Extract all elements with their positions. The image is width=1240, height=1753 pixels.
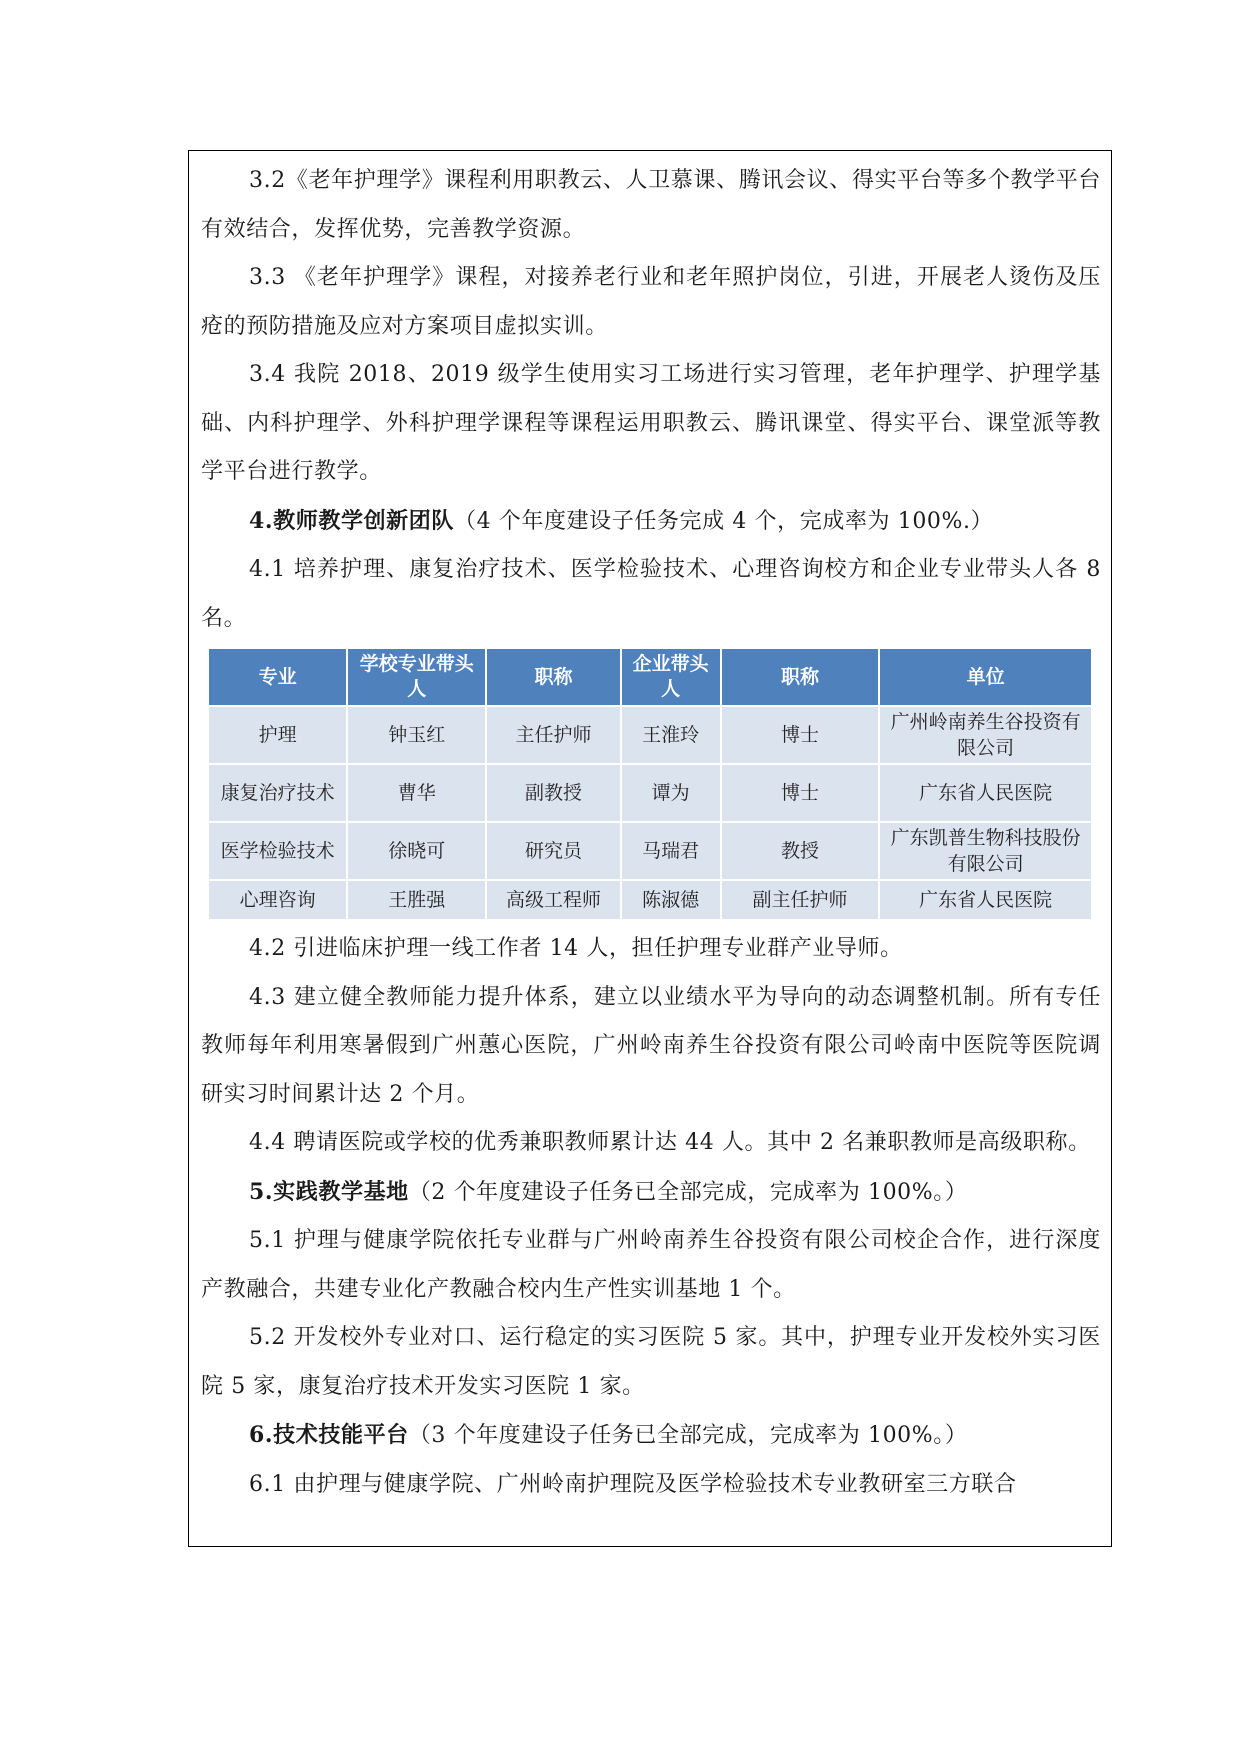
table-cell: 研究员 xyxy=(487,823,619,879)
table-cell: 教授 xyxy=(722,823,879,879)
header-school-leader: 学校专业带头人 xyxy=(348,649,485,705)
section-6-note: （3 个年度建设子任务已全部完成，完成率为 100%。） xyxy=(408,1423,968,1448)
table-row xyxy=(209,765,1091,821)
document-body xyxy=(201,157,1101,1509)
table-cell: 徐晓可 xyxy=(348,823,485,879)
section-4-note: （4 个年度建设子任务完成 4 个，完成率为 100%.） xyxy=(453,508,994,534)
section-6-heading xyxy=(201,1411,1101,1461)
paragraph-4-1: 4.1 培养护理、康复治疗技术、医学检验技术、心理咨询校方和企业专业带头人各 8 名。 xyxy=(201,557,1101,631)
table-cell: 康复治疗技术 xyxy=(209,765,346,821)
table-cell: 广东省人民医院 xyxy=(880,881,1091,919)
table-cell: 陈淑德 xyxy=(622,881,720,919)
paragraph-5-1: 5.1 护理与健康学院依托专业群与广州岭南养生谷投资有限公司校企合作，进行深度产教融合，共建专业化产教融合校内生产性实训基地 1 个。 xyxy=(201,1228,1101,1302)
section-6-title: 6.技术技能平台 xyxy=(249,1422,409,1448)
table-cell: 王淮玲 xyxy=(622,707,720,763)
header-title: 职称 xyxy=(487,649,619,705)
paragraph-4-2: 4.2 引进临床护理一线工作者 14 人，担任护理专业群产业导师。 xyxy=(249,936,903,961)
table-cell: 副教授 xyxy=(487,765,619,821)
paragraph-6-1: 6.1 由护理与健康学院、广州岭南护理院及医学检验技术专业教研室三方联合 xyxy=(249,1471,1017,1497)
table-cell: 广东省人民医院 xyxy=(880,765,1091,821)
paragraph-3-2: 3.2《老年护理学》课程利用职教云、人卫慕课、腾讯会议、得实平台等多个教学平台有效结合，发挥优势，完善教学资源。 xyxy=(201,168,1101,242)
table-cell: 副主任护师 xyxy=(722,881,879,919)
section-4-heading xyxy=(201,497,1101,547)
table-cell: 谭为 xyxy=(622,765,720,821)
table-cell: 广州岭南养生谷投资有限公司 xyxy=(880,707,1091,763)
table-cell: 王胜强 xyxy=(348,881,485,919)
header-enterprise-leader: 企业带头人 xyxy=(622,649,720,705)
table-cell: 马瑞君 xyxy=(622,823,720,879)
paragraph-3-4: 3.4 我院 2018、2019 级学生使用实习工场进行实习管理，老年护理学、护理学基础、内科护理学、外科护理学课程等课程运用职教云、腾讯课堂、得实平台、课堂派等教学平台进行教学。 xyxy=(201,362,1101,484)
header-unit: 单位 xyxy=(880,649,1091,705)
table-cell: 广东凯普生物科技股份有限公司 xyxy=(880,823,1091,879)
table-cell: 高级工程师 xyxy=(487,881,619,919)
table-cell: 主任护师 xyxy=(487,707,619,763)
table-cell: 心理咨询 xyxy=(209,881,346,919)
section-5-title: 5.实践教学基地 xyxy=(249,1178,409,1205)
paragraph-4-3: 4.3 建立健全教师能力提升体系，建立以业绩水平为导向的动态调整机制。所有专任教师每年利用寒暑假到广州蕙心医院，广州岭南养生谷投资有限公司岭南中医院等医院调研实习时间累计达 2 个月。 xyxy=(201,984,1101,1107)
table-header-row xyxy=(209,649,1091,705)
table-cell: 曹华 xyxy=(348,765,485,821)
table-row xyxy=(209,823,1091,879)
table-cell: 博士 xyxy=(722,765,879,821)
section-4-title: 4.教师教学创新团队 xyxy=(249,507,454,534)
table-cell: 医学检验技术 xyxy=(209,823,346,879)
section-5-note: （2 个年度建设子任务已全部完成，完成率为 100%。） xyxy=(408,1179,968,1205)
leaders-table xyxy=(207,647,1093,921)
section-5-heading xyxy=(201,1168,1101,1218)
table-row xyxy=(209,707,1091,763)
header-title-2: 职称 xyxy=(722,649,879,705)
content-frame xyxy=(188,150,1112,1547)
table-cell: 钟玉红 xyxy=(348,707,485,763)
paragraph-4-4: 4.4 聘请医院或学校的优秀兼职教师累计达 44 人。其中 2 名兼职教师是高级职称。 xyxy=(249,1130,1091,1155)
paragraph-3-3: 3.3 《老年护理学》课程，对接养老行业和老年照护岗位，引进，开展老人烫伤及压疮的预防措施及应对方案项目虚拟实训。 xyxy=(201,265,1101,339)
table-cell: 博士 xyxy=(722,707,879,763)
table-cell: 护理 xyxy=(209,707,346,763)
paragraph-5-2: 5.2 开发校外专业对口、运行稳定的实习医院 5 家。其中，护理专业开发校外实习医院 5 家，康复治疗技术开发实习医院 1 家。 xyxy=(201,1325,1101,1399)
table-row xyxy=(209,881,1091,919)
header-major: 专业 xyxy=(209,649,346,705)
